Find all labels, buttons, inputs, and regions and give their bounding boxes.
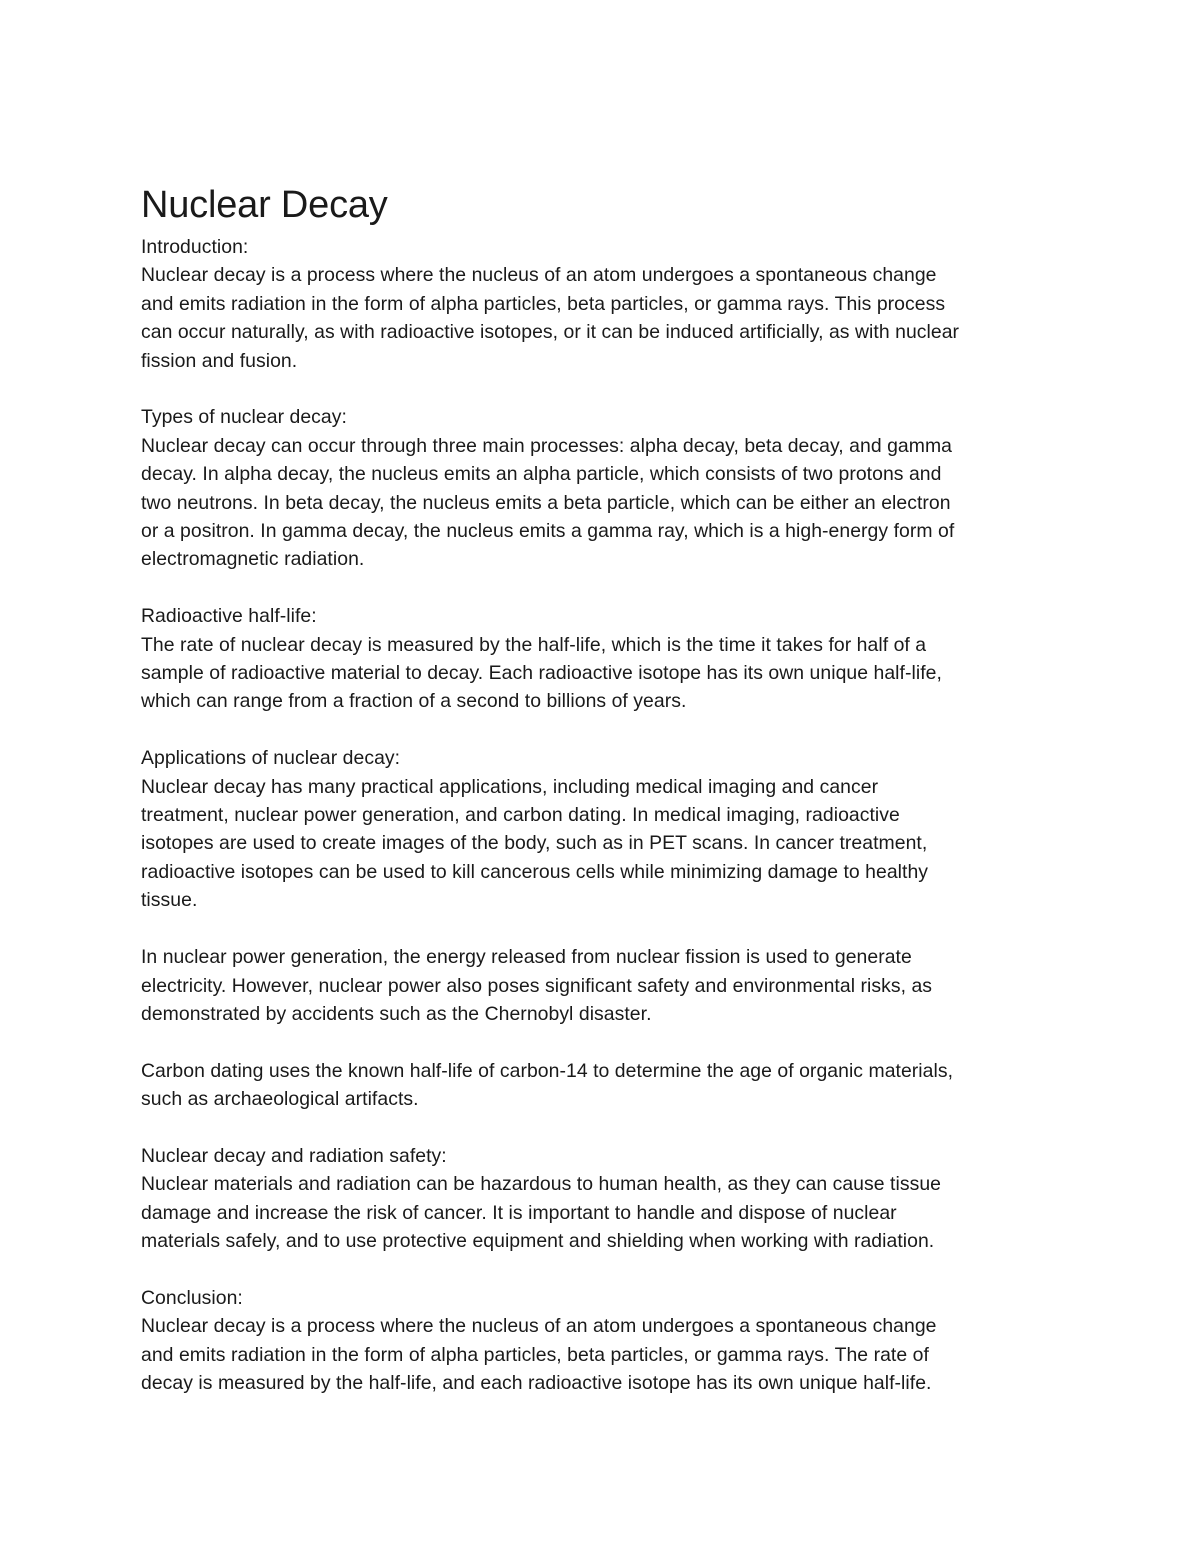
- paragraph-line: isotopes are used to create images of the body, such as in PET scans. In cancer treatment,: [141, 832, 928, 855]
- paragraph-line: Nuclear decay is a process where the nucleus of an atom undergoes a spontaneous change: [141, 1315, 937, 1338]
- section-conclusion: [141, 1284, 1061, 1398]
- section-radiation-safety: [141, 1142, 1061, 1256]
- paragraph-line: Nuclear decay can occur through three main processes: alpha decay, beta decay, and gamma: [141, 434, 953, 457]
- paragraph-line: decay. In alpha decay, the nucleus emits an alpha particle, which consists of two protons and: [141, 463, 942, 486]
- paragraph-line: such as archaeological artifacts.: [141, 1088, 419, 1111]
- paragraph-line: Nuclear decay has many practical applications, including medical imaging and cancer: [141, 775, 879, 798]
- section-heading: Types of nuclear decay:: [141, 406, 347, 429]
- paragraph-line: can occur naturally, as with radioactive isotopes, or it can be induced artificially, as with nuclear: [141, 321, 960, 344]
- paragraph-line: Nuclear materials and radiation can be hazardous to human health, as they can cause tissue: [141, 1173, 941, 1196]
- section-heading: Nuclear decay and radiation safety:: [141, 1144, 447, 1167]
- section-nuclear-power: [141, 943, 1061, 1028]
- paragraph-line: Nuclear decay is a process where the nucleus of an atom undergoes a spontaneous change: [141, 264, 937, 287]
- paragraph-line: and emits radiation in the form of alpha particles, beta particles, or gamma rays. This process: [141, 292, 946, 315]
- section-carbon-dating: [141, 1057, 1061, 1114]
- paragraph-line: radioactive isotopes can be used to kill cancerous cells while minimizing damage to healthy: [141, 860, 929, 883]
- section-heading: Radioactive half-life:: [141, 605, 317, 628]
- paragraph-line: In nuclear power generation, the energy released from nuclear fission is used to generate: [141, 946, 912, 969]
- paragraph-line: damage and increase the risk of cancer. It is important to handle and dispose of nuclear: [141, 1201, 897, 1224]
- paragraph-line: electromagnetic radiation.: [141, 548, 365, 571]
- paragraph-line: or a positron. In gamma decay, the nucleus emits a gamma ray, which is a high-energy form of: [141, 520, 955, 543]
- paragraph-line: treatment, nuclear power generation, and carbon dating. In medical imaging, radioactive: [141, 804, 900, 827]
- paragraph-line: electricity. However, nuclear power also poses significant safety and environmental risks, as: [141, 974, 933, 997]
- section-applications: [141, 744, 1061, 914]
- paragraph-line: decay is measured by the half-life, and each radioactive isotope has its own unique half-life.: [141, 1372, 932, 1395]
- paragraph-line: tissue.: [141, 889, 198, 912]
- paragraph-line: which can range from a fraction of a second to billions of years.: [141, 690, 687, 713]
- paragraph-line: sample of radioactive material to decay. Each radioactive isotope has its own unique half-life,: [141, 662, 942, 685]
- paragraph-line: two neutrons. In beta decay, the nucleus emits a beta particle, which can be either an electron: [141, 491, 951, 514]
- paragraph-line: fission and fusion.: [141, 349, 298, 372]
- section-radioactive-half-life: [141, 602, 1061, 716]
- section-introduction: [141, 233, 1061, 375]
- paragraph-line: Carbon dating uses the known half-life of carbon-14 to determine the age of organic materials,: [141, 1059, 954, 1082]
- document-title: Nuclear Decay: [141, 184, 388, 226]
- section-types-of-nuclear-decay: [141, 403, 1061, 573]
- paragraph-line: demonstrated by accidents such as the Chernobyl disaster.: [141, 1002, 652, 1025]
- section-heading: Conclusion:: [141, 1286, 243, 1309]
- section-heading: Introduction:: [141, 236, 249, 258]
- paragraph-line: and emits radiation in the form of alpha particles, beta particles, or gamma rays. The rate of: [141, 1343, 929, 1366]
- document-body: [141, 183, 1061, 1426]
- paragraph-line: materials safely, and to use protective equipment and shielding when working with radiation.: [141, 1230, 935, 1253]
- section-heading: Applications of nuclear decay:: [141, 747, 401, 770]
- paragraph-line: The rate of nuclear decay is measured by the half-life, which is the time it takes for half of a: [141, 633, 927, 656]
